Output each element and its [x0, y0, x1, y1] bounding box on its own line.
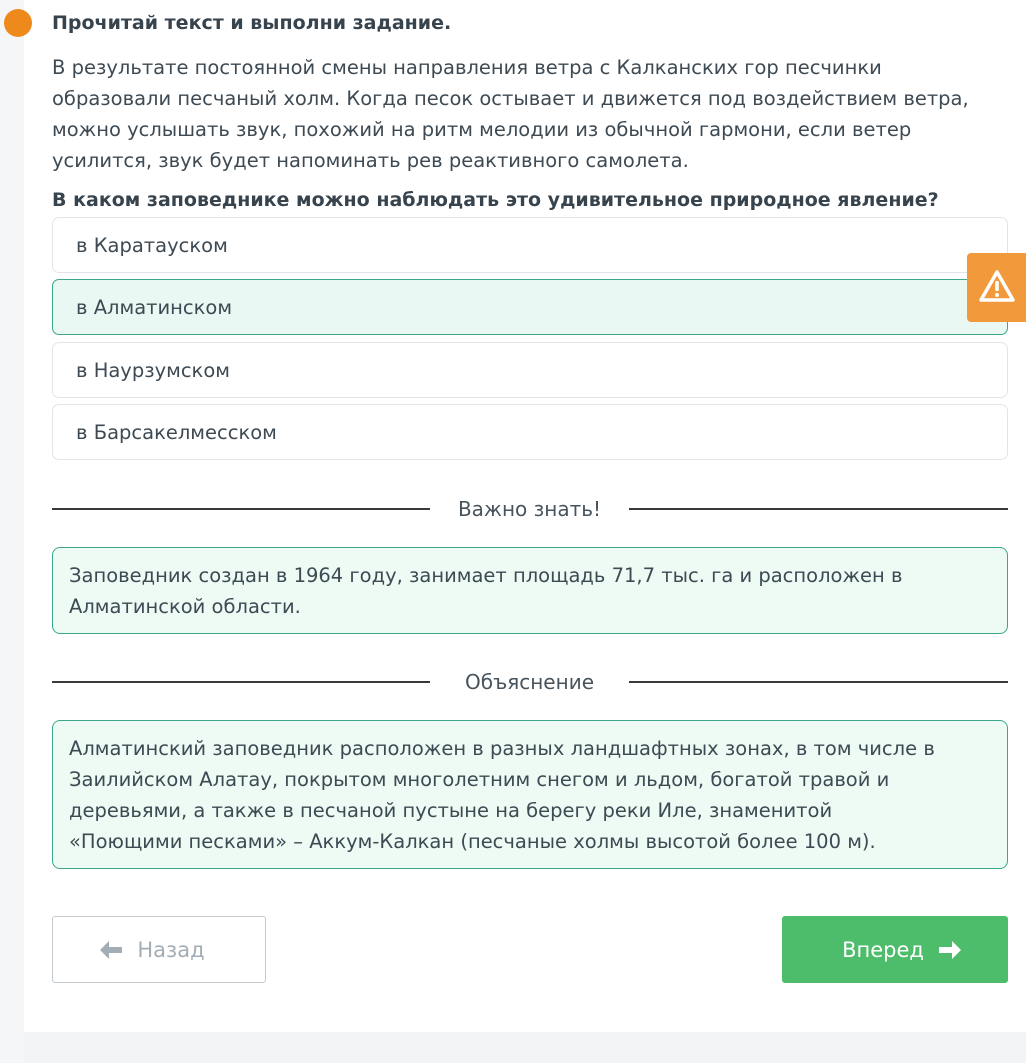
explanation-line: Заилийском Алатау, покрытом многолетним снегом и льдом, богатой травой и: [69, 768, 890, 791]
report-issue-button[interactable]: [967, 253, 1026, 322]
back-button-label: Назад: [137, 937, 205, 962]
answer-option-label: в Алматинском: [76, 295, 233, 319]
divider-line: [52, 508, 430, 510]
arrow-left-icon: [99, 940, 123, 960]
explanation-line: деревьями, а также в песчаной пустыне на берегу реки Иле, знаменитой: [69, 799, 833, 822]
arrow-right-icon: [938, 940, 962, 960]
answer-option-label: в Наурзумском: [76, 358, 230, 382]
passage-line: образовали песчаный холм. Когда песок остывает и движется под воздействием ветра,: [52, 87, 969, 110]
question-text: В каком заповеднике можно наблюдать это удивительное природное явление?: [52, 189, 939, 211]
step-badge: [4, 9, 32, 37]
explanation-heading: Объяснение: [465, 670, 594, 694]
answer-option-naurzum[interactable]: [52, 342, 1008, 398]
answer-option-almaty[interactable]: [52, 279, 1008, 335]
task-card: [24, 0, 1026, 1032]
next-button[interactable]: [782, 916, 1008, 983]
reading-passage: [52, 52, 1008, 176]
answer-option-barsakelmes[interactable]: [52, 404, 1008, 460]
answer-option-karatau[interactable]: [52, 217, 1008, 273]
important-line: Заповедник создан в 1964 году, занимает площадь 71,7 тыс. га и расположен в: [69, 564, 903, 587]
passage-line: В результате постоянной смены направления ветра с Калканских гор песчинки: [52, 56, 882, 79]
explanation-line: Алматинский заповедник расположен в разных ландшафтных зонах, в том числе в: [69, 737, 935, 760]
explanation-box: [52, 720, 1008, 869]
task-instruction: Прочитай текст и выполни задание.: [52, 12, 452, 34]
next-button-label: Вперед: [842, 937, 924, 962]
warning-triangle-icon: [978, 269, 1016, 307]
explanation-line: «Поющими песками» – Аккум-Калкан (песчаные холмы высотой более 100 м).: [69, 830, 876, 853]
important-divider: [52, 497, 1008, 521]
divider-line: [629, 681, 1008, 683]
divider-line: [629, 508, 1008, 510]
answer-option-label: в Каратауском: [76, 233, 228, 257]
back-button[interactable]: [52, 916, 266, 983]
explanation-divider: [52, 670, 1008, 694]
answer-option-label: в Барсакелмесском: [76, 420, 277, 444]
important-heading: Важно знать!: [457, 497, 602, 521]
passage-line: усилится, звук будет напоминать рев реактивного самолета.: [52, 149, 689, 172]
important-line: Алматинской области.: [69, 595, 301, 618]
divider-line: [52, 681, 430, 683]
left-gutter: [0, 0, 24, 1063]
passage-line: можно услышать звук, похожий на ритм мелодии из обычной гармони, если ветер: [52, 118, 912, 141]
important-box: [52, 547, 1008, 634]
